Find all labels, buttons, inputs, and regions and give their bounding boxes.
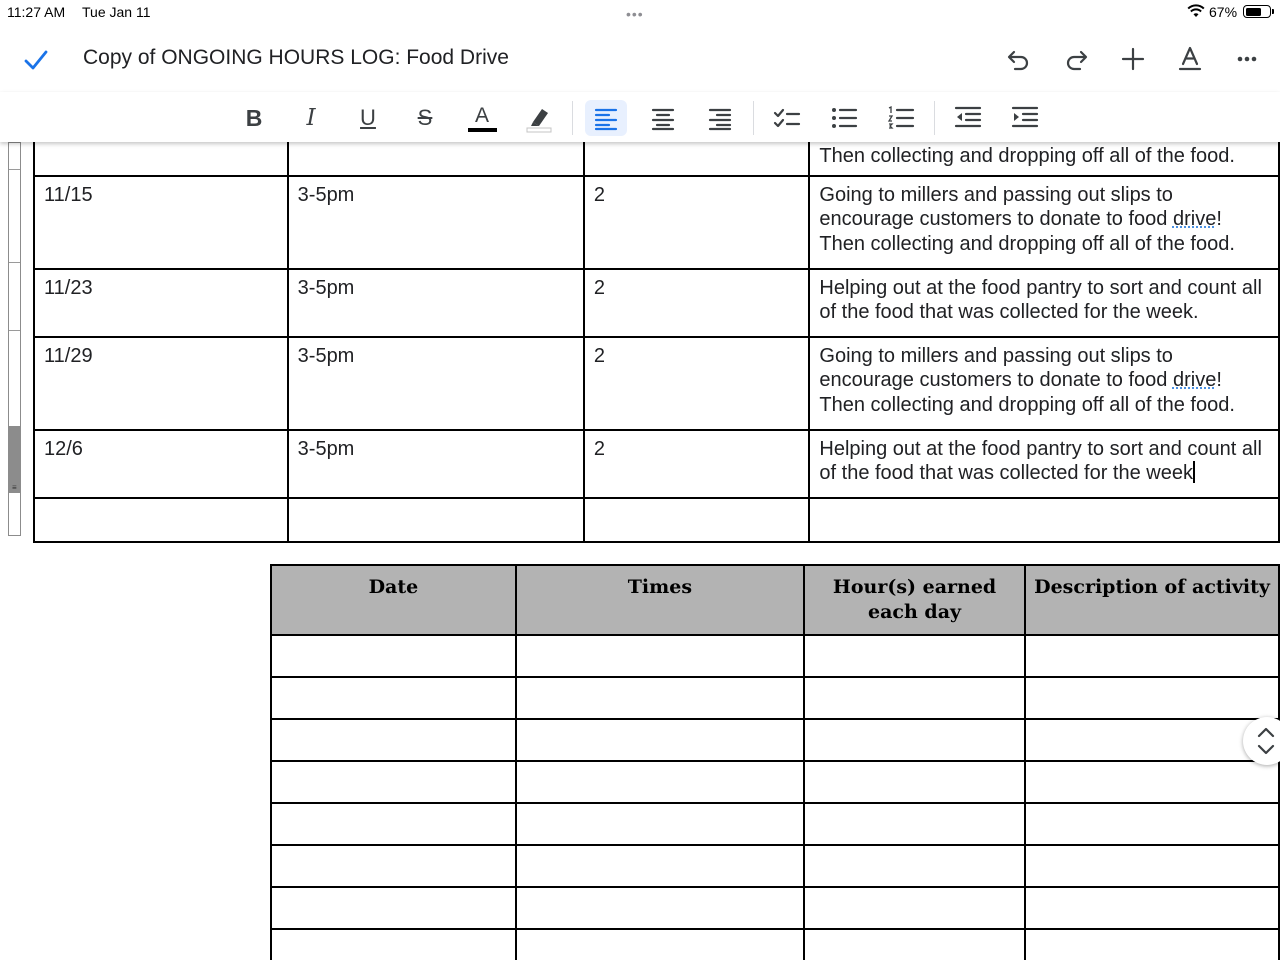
date-cell[interactable]: 11/23 [34,269,288,337]
text-color-icon: A [474,103,489,127]
description-text: Going to millers and passing out slips to encourage customers to donate to food [819,344,1173,391]
date-cell[interactable]: 11/15 [34,176,288,269]
ruler-grip-icon[interactable]: ≡ [12,483,17,492]
description-text: ! Then collecting and dropping off all of the food. [819,208,1235,255]
empty-cell[interactable] [271,677,516,719]
align-center-button[interactable] [642,100,684,136]
battery-percent: 67% [1209,4,1238,20]
bulleted-list-icon [830,105,858,131]
italic-button[interactable] [290,100,332,136]
insert-plus-icon[interactable] [1117,43,1149,75]
align-left-icon [593,105,619,131]
empty-cell[interactable] [271,635,516,677]
table-row [271,677,1279,719]
empty-cell[interactable] [804,635,1025,677]
increase-indent-icon [1011,105,1039,131]
description-cell[interactable] [809,337,1279,430]
empty-cell[interactable] [804,761,1025,803]
text-format-icon[interactable] [1174,43,1206,75]
text-color-swatch [468,128,497,132]
text-color-button[interactable] [461,100,503,136]
bulleted-list-button[interactable] [823,100,865,136]
hours-cell[interactable]: 2 [584,176,810,269]
date-cell[interactable]: 12/6 [34,430,288,498]
empty-cell[interactable] [804,677,1025,719]
description-text: Helping out at the food pantry to sort and count all of the food that was collected for the week [819,437,1262,484]
header-times[interactable]: Times [516,565,804,635]
hours-cell[interactable]: 2 [584,430,810,498]
description-cell[interactable] [809,498,1279,542]
document-canvas[interactable] [0,142,1280,960]
document-title[interactable]: Copy of ONGOING HOURS LOG: Food Drive [83,46,509,69]
align-right-button[interactable] [699,100,741,136]
empty-cell[interactable] [516,719,804,761]
multitask-dots-icon[interactable]: ••• [626,6,644,22]
description-text: Helping out at the food pantry to sort and count all of the food that was collected for the week. [819,276,1262,323]
strikethrough-button[interactable] [404,100,446,136]
empty-cell[interactable] [271,929,516,960]
empty-cell[interactable] [271,761,516,803]
date-cell[interactable] [34,142,288,176]
status-bar [0,0,1280,26]
header-hours-earned[interactable]: Hour(s) earned each day [804,565,1025,635]
empty-cell[interactable] [516,845,804,887]
empty-cell[interactable] [804,803,1025,845]
hours-log-table [33,142,1280,543]
up-down-chevron-icon [1254,723,1278,759]
checklist-button[interactable] [766,100,808,136]
undo-icon[interactable] [1003,43,1035,75]
decrease-indent-icon [954,105,982,131]
hours-cell[interactable]: 2 [584,337,810,430]
italic-icon: I [306,104,316,131]
description-text: Going to millers and passing out slips to encourage customers to donate to food [819,183,1173,230]
numbered-list-icon [887,105,915,131]
title-bar [0,26,1280,92]
table-header-row [271,565,1279,635]
decrease-indent-button[interactable] [947,100,989,136]
align-left-button[interactable] [585,100,627,136]
empty-cell[interactable] [516,887,804,929]
empty-cell[interactable] [271,887,516,929]
header-description[interactable]: Description of activity [1025,565,1279,635]
numbered-list-button[interactable] [880,100,922,136]
bold-icon: B [245,104,263,131]
empty-cell[interactable] [516,929,804,960]
description-cell[interactable] [809,430,1279,498]
empty-cell[interactable] [804,929,1025,960]
times-cell[interactable]: 3-5pm [288,337,584,430]
empty-cell[interactable] [804,887,1025,929]
spelling-flag[interactable]: drive [1172,208,1217,230]
empty-cell[interactable] [516,761,804,803]
align-right-icon [707,105,733,131]
empty-cell[interactable] [1025,887,1279,929]
times-cell[interactable] [288,498,584,542]
table-row [271,887,1279,929]
date-cell[interactable]: 11/29 [34,337,288,430]
empty-cell[interactable] [1025,845,1279,887]
header-date[interactable]: Date [271,565,516,635]
text-cursor [1193,461,1195,483]
underline-button[interactable] [347,100,389,136]
hours-cell[interactable] [584,142,810,176]
description-cell[interactable] [809,142,1279,176]
checklist-icon [773,105,801,131]
table-row [271,719,1279,761]
empty-cell[interactable] [516,635,804,677]
table-row [271,845,1279,887]
times-cell[interactable]: 3-5pm [288,269,584,337]
battery-icon [1243,5,1271,18]
empty-cell[interactable] [804,845,1025,887]
empty-cell[interactable] [1025,761,1279,803]
empty-cell[interactable] [1025,803,1279,845]
empty-cell[interactable] [271,845,516,887]
status-time: 11:27 AM [7,4,66,20]
table-row [271,761,1279,803]
done-check-icon[interactable] [22,46,50,74]
empty-cell[interactable] [804,719,1025,761]
times-cell[interactable]: 3-5pm [288,430,584,498]
align-center-icon [650,105,676,131]
empty-cell[interactable] [271,719,516,761]
hours-cell[interactable]: 2 [584,269,810,337]
empty-cell[interactable] [271,803,516,845]
more-options-icon[interactable] [1231,43,1263,75]
spelling-flag[interactable]: drive [1172,369,1217,391]
description-text: ! Then collecting and dropping off all of the food. [819,369,1235,416]
bold-button[interactable] [233,100,275,136]
times-cell[interactable] [288,142,584,176]
highlight-button[interactable] [518,100,560,136]
table-row [34,142,1279,176]
description-cell[interactable] [809,176,1279,269]
vertical-ruler[interactable] [8,142,21,536]
empty-cell[interactable] [516,803,804,845]
format-toolbar [0,92,1280,142]
empty-cell[interactable] [1025,929,1279,960]
table-row [271,803,1279,845]
table-row [34,430,1279,498]
empty-cell[interactable] [516,677,804,719]
highlighter-icon [524,103,554,133]
description-cell[interactable] [809,269,1279,337]
underline-icon: U [360,105,376,130]
empty-cell[interactable] [1025,677,1279,719]
table-row [34,498,1279,542]
table-row [34,337,1279,430]
table-row [271,929,1279,960]
strikethrough-icon: S [417,105,433,130]
empty-cell[interactable] [1025,635,1279,677]
date-cell[interactable] [34,498,288,542]
times-cell[interactable]: 3-5pm [288,176,584,269]
wifi-icon [1187,4,1205,18]
empty-cell[interactable] [1025,719,1279,761]
description-text: Then collecting and dropping off all of the food. [819,145,1235,167]
status-date: Tue Jan 11 [82,4,151,20]
redo-icon[interactable] [1060,43,1092,75]
hours-cell[interactable] [584,498,810,542]
table-row [271,635,1279,677]
toolbar-divider [572,101,573,135]
increase-indent-button[interactable] [1004,100,1046,136]
table-row [34,176,1279,269]
table-row [34,269,1279,337]
blank-log-table [270,564,1280,960]
